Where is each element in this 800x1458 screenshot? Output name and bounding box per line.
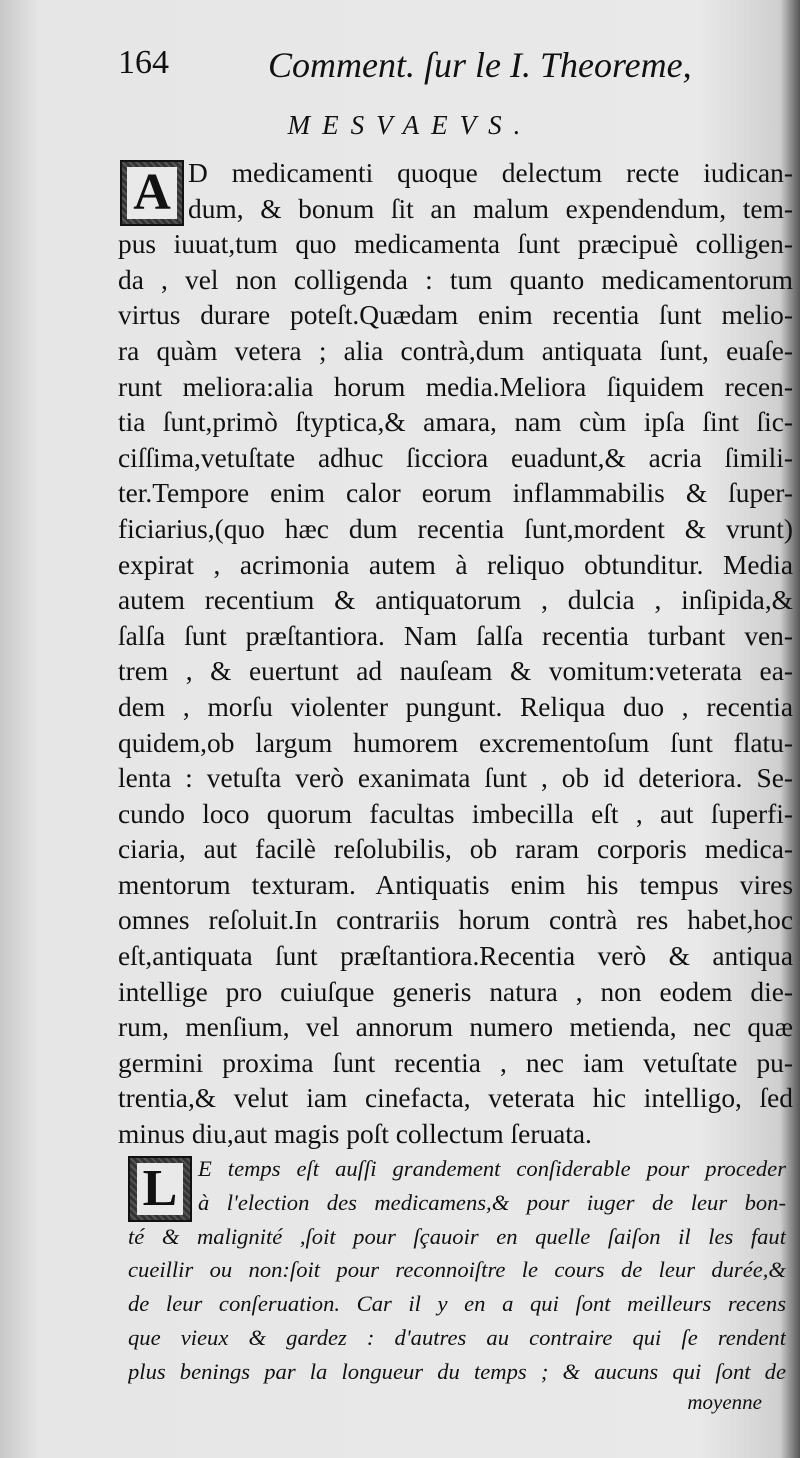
latin-line: ter.Tempore enim calor eorum inflammabilis & ſuper- (118, 478, 793, 509)
latin-text-block (118, 156, 793, 1153)
french-line: à l'election des medicamens,& pour iuger de leur bon- (198, 1189, 786, 1215)
french-line: plus benings par la longueur du temps ; & aucuns qui ſont de (128, 1358, 786, 1384)
latin-line: ra quàm vetera ; alia contrà,dum antiquata ſunt, euaſe- (118, 335, 793, 366)
catchword: moyenne (687, 1390, 762, 1414)
french-line: té & malignité ,ſoit pour ſçauoir en quelle ſaiſon il les faut (128, 1223, 786, 1249)
french-line: de leur conſeruation. Car il y en a qui ſont meilleurs recens (128, 1291, 786, 1317)
latin-dropcap: A (120, 160, 184, 226)
latin-line: D medicamenti quoque delectum recte iudican- (188, 158, 793, 188)
latin-line: dum, & bonum ſit an malum expendendum, tem- (188, 193, 793, 224)
latin-line: dem , morſu violenter pungunt. Reliqua duo , recentia (118, 691, 793, 722)
latin-line: mentorum texturam. Antiquatis enim his tempus vires (118, 869, 793, 900)
latin-line: cundo loco quorum facultas imbecilla eſt , aut ſuperfi- (118, 798, 793, 829)
latin-line: ſalſa ſunt præſtantiora. Nam ſalſa recentia turbant ven- (118, 620, 793, 651)
latin-line: germini proxima ſunt recentia , nec iam vetuſtate pu- (118, 1047, 793, 1078)
latin-line: ciaria, aut facilè reſolubilis, ob raram corporis medica- (118, 834, 793, 865)
french-line: E temps eſt auſſi grandement conſiderable pour proceder (198, 1156, 786, 1181)
latin-line: eſt,antiquata ſunt præſtantiora.Recentia verò & antiqua (118, 941, 793, 972)
french-dropcap: L (128, 1156, 192, 1222)
page-number: 164 (118, 44, 169, 81)
latin-line: trentia,& velut iam cinefacta, veterata hic intelligo, ſed (118, 1083, 793, 1114)
page-header (118, 44, 692, 94)
latin-line: quidem,ob largum humorem excrementoſum ſunt flatu- (118, 727, 793, 758)
latin-line: tia ſunt,primò ſtyptica,& amara, nam cùm ipſa ſint ſic- (118, 407, 793, 438)
latin-line: pus iuuat,tum quo medicamenta ſunt præcipuè colligen- (118, 229, 793, 260)
french-line: que vieux & gardez : d'autres au contraire qui ſe rendent (128, 1324, 786, 1350)
running-title: Comment. ſur le I. Theoreme, (268, 45, 692, 85)
latin-line: lenta : vetuſta verò exanimata ſunt , ob id deteriora. Se- (118, 763, 793, 794)
french-line: cueillir ou non:ſoit pour reconnoiſtre le cours de leur durée,& (128, 1257, 786, 1283)
latin-line: rum, menſium, vel annorum numero metienda, nec quæ (118, 1012, 793, 1043)
latin-line: virtus durare poteſt.Quædam enim recentia ſunt melio- (118, 300, 793, 331)
latin-line: da , vel non colligenda : tum quanto medicamentorum (118, 264, 793, 295)
french-text-block (128, 1152, 786, 1389)
latin-line: ciſſima,vetuſtate adhuc ſicciora euadunt,& acria ſimili- (118, 442, 793, 473)
latin-line: trem , & euertunt ad nauſeam & vomitum:veterata ea- (118, 656, 793, 687)
section-title: MESVAEVS. (287, 110, 533, 140)
latin-line: intellige pro cuiuſque generis natura , non eodem die- (118, 976, 793, 1007)
latin-line: expirat , acrimonia autem à reliquo obtunditur. Media (118, 549, 793, 580)
latin-line: minus diu,aut magis poſt collectum ſeruata. (118, 1119, 592, 1150)
latin-line: ficiarius,(quo hæc dum recentia ſunt,mordent & vrunt) (118, 513, 793, 544)
latin-line: omnes reſoluit.In contrariis horum contrà res habet,hoc (118, 905, 793, 936)
latin-line: autem recentium & antiquatorum , dulcia , inſipida,& (118, 585, 793, 616)
latin-line: runt meliora:alia horum media.Meliora ſiquidem recen- (118, 371, 793, 402)
